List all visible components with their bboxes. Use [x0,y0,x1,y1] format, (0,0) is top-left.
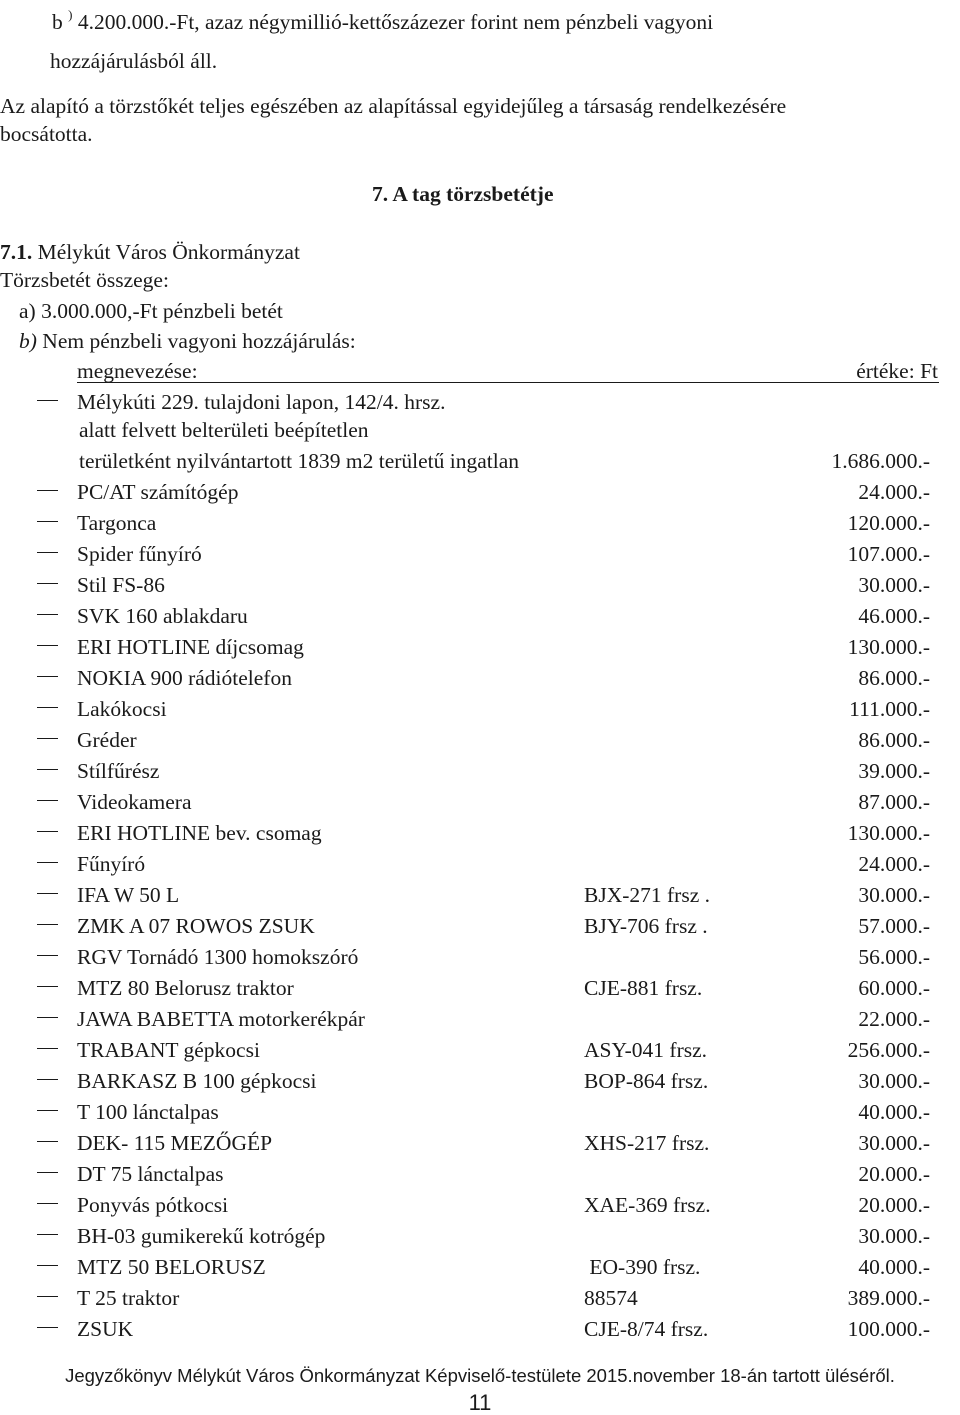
asset-name: T 25 traktor [77,1286,180,1310]
asset-plate: 88574 [584,1286,638,1310]
list-dash [37,924,58,925]
asset-value: 24.000.- [858,852,930,876]
noncash-heading [19,331,356,353]
asset-value: 40.000.- [858,1100,930,1124]
asset-name: Videokamera [77,790,192,814]
list-dash [37,614,58,615]
asset-value: 24.000.- [858,480,930,504]
noncash-text: Nem pénzbeli vagyoni hozzájárulás: [36,329,356,353]
page-number: 11 [468,1390,492,1415]
asset-name: MTZ 80 Belorusz traktor [77,976,294,1000]
list-dash [37,862,58,863]
member-title [0,242,300,264]
asset-name: NOKIA 900 rádiótelefon [77,666,292,690]
amount-label: Törzsbetét összege: [0,268,169,292]
asset-value: 56.000.- [858,945,930,969]
list-dash [37,738,58,739]
asset-name: ERI HOTLINE díjcsomag [77,635,304,659]
list-dash [37,1327,58,1328]
asset-name: IFA W 50 L [77,883,180,907]
asset-value: 60.000.- [858,976,930,1000]
asset-name: JAWA BABETTA motorkerékpár [77,1007,365,1031]
asset-name: Stil FS-86 [77,573,165,597]
asset-plate: EO-390 frsz. [584,1255,701,1279]
capital-paragraph-line1: Az alapító a törzstőkét teljes egészében az alapítással egyidejűleg a társaság rendelkezésére [0,94,787,118]
list-dash [37,1079,58,1080]
asset-value: 39.000.- [858,759,930,783]
asset-name: MTZ 50 BELORUSZ [77,1255,266,1279]
asset-value: 22.000.- [858,1007,930,1031]
asset-plate: ASY-041 frsz. [584,1038,708,1062]
asset-name: Targonca [77,511,157,535]
asset-name: BH-03 gumikerekű kotrógép [77,1224,326,1248]
list-dash [37,769,58,770]
asset-value: 30.000.- [858,1131,930,1155]
capital-paragraph-line2: bocsátotta. [0,122,93,146]
asset-value: 20.000.- [858,1162,930,1186]
asset-name: TRABANT gépkocsi [77,1038,260,1062]
list-dash [37,1203,58,1204]
list-dash [37,645,58,646]
property-line3: területként nyilvántartott 1839 m2 területű ingatlan [79,449,520,473]
asset-name: Spider fűnyíró [77,542,202,566]
asset-plate: XAE-369 frsz. [584,1193,711,1217]
list-dash [37,831,58,832]
asset-value: 107.000.- [847,542,930,566]
asset-plate: CJE-8/74 frsz. [584,1317,709,1341]
asset-name: Lakókocsi [77,697,167,721]
noncash-letter: b) [19,329,37,353]
asset-value: 40.000.- [858,1255,930,1279]
asset-value: 100.000.- [847,1317,930,1341]
column-header-name: megnevezése: [77,359,198,383]
list-dash [37,676,58,677]
asset-name: BARKASZ B 100 gépkocsi [77,1069,317,1093]
asset-value: 130.000.- [847,635,930,659]
list-dash [37,893,58,894]
asset-plate: CJE-881 frsz. [584,976,703,1000]
asset-value: 86.000.- [858,728,930,752]
asset-name: Fűnyíró [77,852,146,876]
asset-name: Stílfűrész [77,759,160,783]
asset-value: 30.000.- [858,573,930,597]
list-dash [37,1017,58,1018]
asset-plate: BOP-864 frsz. [584,1069,709,1093]
asset-name: SVK 160 ablakdaru [77,604,248,628]
asset-value: 256.000.- [847,1038,930,1062]
asset-name: ZMK A 07 ROWOS ZSUK [77,914,315,938]
asset-name: DEK- 115 MEZŐGÉP [77,1131,273,1155]
list-dash [37,800,58,801]
asset-plate: BJX-271 frsz . [584,883,710,907]
list-dash [37,1048,58,1049]
cash-contribution: a) 3.000.000,-Ft pénzbeli betét [19,299,283,323]
list-dash [37,1172,58,1173]
asset-plate: BJY-706 frsz . [584,914,708,938]
list-dash [37,490,58,491]
member-number: 7.1. [0,240,33,264]
header-underline [77,382,939,383]
list-dash [37,583,58,584]
asset-value: 111.000.- [849,697,930,721]
list-dash [37,1234,58,1235]
asset-value: 120.000.- [847,511,930,535]
asset-value: 57.000.- [858,914,930,938]
item-letter: b [52,10,63,34]
asset-name: T 100 lánctalpas [77,1100,219,1124]
asset-name: Ponyvás pótkocsi [77,1193,229,1217]
asset-value: 30.000.- [858,1224,930,1248]
list-dash [37,1141,58,1142]
asset-plate: XHS-217 frsz. [584,1131,710,1155]
section-heading: 7. A tag törzsbetétje [372,182,554,206]
list-dash [37,707,58,708]
contribution-b-text-continued: hozzájárulásból áll. [50,49,218,73]
contribution-b-line [52,8,713,34]
asset-name: DT 75 lánctalpas [77,1162,224,1186]
asset-name: PC/AT számítógép [77,480,239,504]
asset-value: 30.000.- [858,1069,930,1093]
list-dash [37,521,58,522]
asset-name: ZSUK [77,1317,134,1341]
list-dash [37,955,58,956]
asset-name: RGV Tornádó 1300 homokszóró [77,945,359,969]
asset-value: 130.000.- [847,821,930,845]
page-footer: Jegyzőkönyv Mélykút Város Önkormányzat Képviselő-testülete 2015.november 18-án tartott üléséről. [65,1365,895,1386]
asset-value: 46.000.- [858,604,930,628]
property-line1: Mélykúti 229. tulajdoni lapon, 142/4. hrsz. [77,390,446,414]
list-dash [37,400,58,401]
list-dash [37,1110,58,1111]
asset-value: 389.000.- [847,1286,930,1310]
list-dash [37,1265,58,1266]
list-dash [37,552,58,553]
column-header-value: értéke: Ft [856,359,938,383]
list-dash [37,986,58,987]
item-letter-paren: ) [68,7,73,22]
asset-value: 86.000.- [858,666,930,690]
contribution-b-text: 4.200.000.-Ft, azaz négymillió-kettőszázezer forint nem pénzbeli vagyoni [77,10,714,34]
asset-value: 87.000.- [858,790,930,814]
asset-value: 30.000.- [858,883,930,907]
list-dash [37,1296,58,1297]
property-line2: alatt felvett belterületi beépítetlen [79,418,369,442]
asset-value: 20.000.- [858,1193,930,1217]
asset-name: Gréder [77,728,137,752]
member-name: Mélykút Város Önkormányzat [32,240,300,264]
property-value: 1.686.000.- [831,449,930,473]
asset-name: ERI HOTLINE bev. csomag [77,821,322,845]
